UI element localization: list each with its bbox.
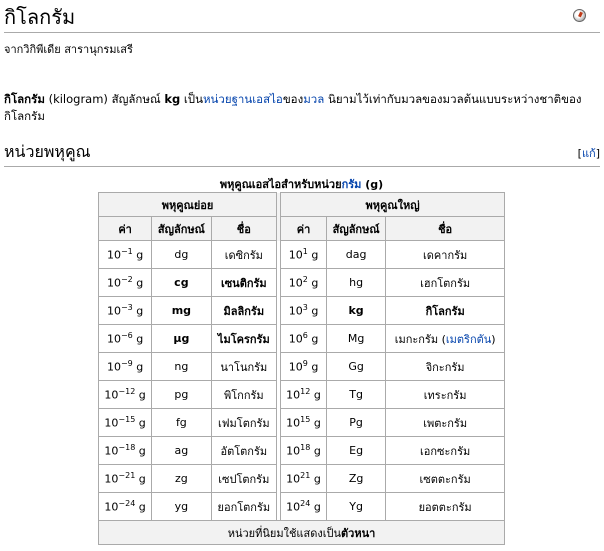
mul-exponent: 24 — [300, 499, 311, 509]
sub-name: เซปโตกรัม — [211, 465, 277, 493]
col-value-header: ค่า — [281, 217, 327, 241]
mul-symbol: Eg — [326, 437, 385, 465]
mul-exponent: 15 — [300, 415, 311, 425]
mass-link[interactable]: มวล — [303, 92, 325, 106]
intro-text-3: ของ — [282, 92, 304, 106]
metric-ton-link[interactable]: เมตริกตัน — [445, 332, 492, 346]
mul-name-cell — [386, 241, 505, 269]
sub-exponent: −2 — [120, 275, 133, 285]
unit-rows — [99, 241, 505, 521]
mul-value — [281, 409, 327, 437]
mul-value — [281, 325, 327, 353]
intro-symbol: kg — [164, 92, 181, 106]
sub-symbol: ng — [152, 353, 211, 381]
sub-exponent: −21 — [118, 471, 136, 481]
mul-name-cell — [386, 465, 505, 493]
intro-paragraph — [4, 91, 600, 125]
edit-bracket-close: ] — [595, 147, 600, 160]
sub-value — [99, 437, 152, 465]
sub-exponent: −9 — [120, 359, 133, 369]
base-ten: 10 — [106, 248, 121, 262]
unit: g — [311, 332, 319, 346]
sub-value — [99, 297, 152, 325]
intro-term: กิโลกรัม — [4, 92, 45, 106]
mul-name-cell — [386, 437, 505, 465]
title-row — [4, 2, 600, 33]
table-row — [99, 465, 505, 493]
base-ten: 10 — [104, 388, 119, 402]
unit: g — [311, 248, 319, 262]
base-ten: 10 — [286, 444, 301, 458]
edit-section — [578, 144, 600, 162]
table-row — [99, 409, 505, 437]
mul-name-cell — [386, 269, 505, 297]
mul-name: เฮกโตกรัม — [420, 276, 471, 290]
mul-exponent: 18 — [300, 443, 311, 453]
mul-name: เซตตะกรัม — [419, 472, 471, 486]
sub-exponent: −24 — [118, 499, 136, 509]
mul-exponent: 1 — [302, 247, 308, 257]
unit: g — [313, 444, 321, 458]
base-ten: 10 — [106, 276, 121, 290]
multiples-header: พหุคูณใหญ่ — [281, 193, 505, 217]
mul-exponent: 3 — [302, 303, 308, 313]
sub-value — [99, 353, 152, 381]
table-row — [99, 269, 505, 297]
mul-symbol: dag — [326, 241, 385, 269]
unit: g — [136, 332, 144, 346]
mul-name: เพตะกรัม — [423, 416, 468, 430]
mul-value — [281, 465, 327, 493]
unit: g — [138, 416, 146, 430]
mul-symbol: Gg — [326, 353, 385, 381]
unit: g — [138, 388, 146, 402]
mul-name: เทระกรัม — [423, 388, 467, 402]
base-ten: 10 — [286, 500, 301, 514]
col-symbol-header: สัญลักษณ์ — [326, 217, 385, 241]
mul-name-cell — [386, 493, 505, 521]
sub-exponent: −15 — [118, 415, 136, 425]
mul-symbol: Mg — [326, 325, 385, 353]
mul-name: เอกซะกรัม — [420, 444, 471, 458]
col-symbol-header: สัญลักษณ์ — [152, 217, 211, 241]
base-ten: 10 — [288, 360, 303, 374]
mul-symbol: kg — [326, 297, 385, 325]
mul-name: ยอตตะกรัม — [418, 500, 472, 514]
sub-symbol: cg — [152, 269, 211, 297]
unit: g — [136, 248, 144, 262]
unit: g — [311, 360, 319, 374]
col-value-header: ค่า — [99, 217, 152, 241]
mul-value — [281, 381, 327, 409]
mul-name-cell — [386, 297, 505, 325]
col-name-header: ชื่อ — [211, 217, 277, 241]
intro-text-1: (kilogram) สัญลักษณ์ — [44, 92, 165, 106]
mul-symbol: Zg — [326, 465, 385, 493]
base-ten: 10 — [286, 472, 301, 486]
sub-symbol: dg — [152, 241, 211, 269]
caption-suffix: (g) — [361, 178, 384, 191]
unit: g — [138, 500, 146, 514]
unit: g — [138, 472, 146, 486]
mul-name: เดคากรัม — [423, 248, 468, 262]
base-ten: 10 — [104, 500, 119, 514]
sub-symbol: µg — [152, 325, 211, 353]
sub-exponent: −1 — [120, 247, 133, 257]
page-title: กิโลกรัม — [4, 5, 76, 29]
sub-name: ไมโครกรัม — [211, 325, 277, 353]
sub-exponent: −6 — [120, 331, 133, 341]
base-ten: 10 — [106, 304, 121, 318]
sub-value — [99, 325, 152, 353]
unit: g — [311, 304, 319, 318]
unit: g — [313, 416, 321, 430]
mul-name: จิกะกรัม — [425, 360, 465, 374]
base-ten: 10 — [288, 276, 303, 290]
submultiples-header: พหุคูณย่อย — [99, 193, 277, 217]
intro-text-4: นิยามไว้เท่ากับมวลของมวลต้นแบบระหว่างชาติของกิโลกรัม — [4, 92, 582, 123]
sub-value — [99, 465, 152, 493]
mul-name-cell: เมกะกรัม (เมตริกตัน) — [386, 325, 505, 353]
footer-text: หน่วยที่นิยมใช้แสดงเป็น — [227, 526, 341, 540]
si-multiples-table — [98, 192, 505, 545]
edit-bracket-open: [ — [577, 147, 582, 160]
gram-link[interactable]: กรัม — [341, 178, 362, 191]
unit: g — [136, 304, 144, 318]
table-row — [99, 381, 505, 409]
mul-symbol: Tg — [326, 381, 385, 409]
sub-symbol: yg — [152, 493, 211, 521]
mul-value — [281, 493, 327, 521]
sub-value — [99, 241, 152, 269]
audio-icon[interactable] — [573, 9, 586, 22]
intro-text-2: เป็น — [180, 92, 203, 106]
sub-name: เฟมโตกรัม — [211, 409, 277, 437]
sub-value — [99, 381, 152, 409]
mul-value — [281, 353, 327, 381]
edit-link[interactable]: แก้ — [581, 147, 596, 160]
sub-exponent: −3 — [120, 303, 133, 313]
section-header — [4, 140, 600, 167]
caption-prefix: พหุคูณเอสไอสำหรับหน่วย — [219, 178, 342, 191]
sub-name: มิลลิกรัม — [211, 297, 277, 325]
unit: g — [313, 472, 321, 486]
mul-exponent: 12 — [300, 387, 311, 397]
section-title: หน่วยพหุคูณ — [4, 142, 91, 161]
base-ten: 10 — [286, 388, 301, 402]
mul-value — [281, 241, 327, 269]
footer-bold: ตัวหนา — [341, 526, 376, 540]
mul-exponent: 2 — [302, 275, 308, 285]
unit: g — [136, 276, 144, 290]
base-ten: 10 — [104, 444, 119, 458]
mul-value — [281, 437, 327, 465]
unit: g — [313, 388, 321, 402]
si-base-unit-link[interactable]: หน่วยฐานเอสไอ — [202, 92, 283, 106]
mul-name-cell — [386, 353, 505, 381]
mul-name-cell — [386, 381, 505, 409]
base-ten: 10 — [288, 332, 303, 346]
table-row — [99, 353, 505, 381]
table-caption — [98, 175, 505, 193]
sub-symbol: fg — [152, 409, 211, 437]
mul-symbol: Pg — [326, 409, 385, 437]
base-ten: 10 — [106, 360, 121, 374]
mul-value — [281, 297, 327, 325]
unit: g — [313, 500, 321, 514]
base-ten: 10 — [288, 248, 303, 262]
mul-name-cell — [386, 409, 505, 437]
sub-exponent: −12 — [118, 387, 136, 397]
mul-exponent: 21 — [300, 471, 311, 481]
sub-name: นาโนกรัม — [211, 353, 277, 381]
mul-exponent: 6 — [302, 331, 308, 341]
unit: g — [136, 360, 144, 374]
sub-value — [99, 409, 152, 437]
mul-value — [281, 269, 327, 297]
mul-symbol: hg — [326, 269, 385, 297]
mul-symbol: Yg — [326, 493, 385, 521]
table-row — [99, 241, 505, 269]
sub-symbol: ag — [152, 437, 211, 465]
sub-exponent: −18 — [118, 443, 136, 453]
sub-value — [99, 493, 152, 521]
table-row — [99, 297, 505, 325]
sub-name: อัตโตกรัม — [211, 437, 277, 465]
unit: g — [138, 444, 146, 458]
base-ten: 10 — [104, 416, 119, 430]
sub-name: เซนติกรัม — [211, 269, 277, 297]
table-row — [99, 437, 505, 465]
mul-name: เมกะกรัม — [394, 332, 439, 346]
unit: g — [311, 276, 319, 290]
sub-name: พิโกกรัม — [211, 381, 277, 409]
base-ten: 10 — [288, 304, 303, 318]
col-name-header: ชื่อ — [386, 217, 505, 241]
sub-value — [99, 269, 152, 297]
sub-symbol: mg — [152, 297, 211, 325]
table-footer — [99, 521, 505, 545]
sub-symbol: zg — [152, 465, 211, 493]
sub-name: เดซิกรัม — [211, 241, 277, 269]
base-ten: 10 — [106, 332, 121, 346]
table-row — [99, 493, 505, 521]
base-ten: 10 — [286, 416, 301, 430]
sub-symbol: pg — [152, 381, 211, 409]
mul-exponent: 9 — [302, 359, 308, 369]
mul-name: กิโลกรัม — [425, 304, 465, 318]
tagline: จากวิกิพีเดีย สารานุกรมเสรี — [4, 43, 133, 56]
sub-name: ยอกโตกรัม — [211, 493, 277, 521]
table-row — [99, 325, 505, 353]
base-ten: 10 — [104, 472, 119, 486]
